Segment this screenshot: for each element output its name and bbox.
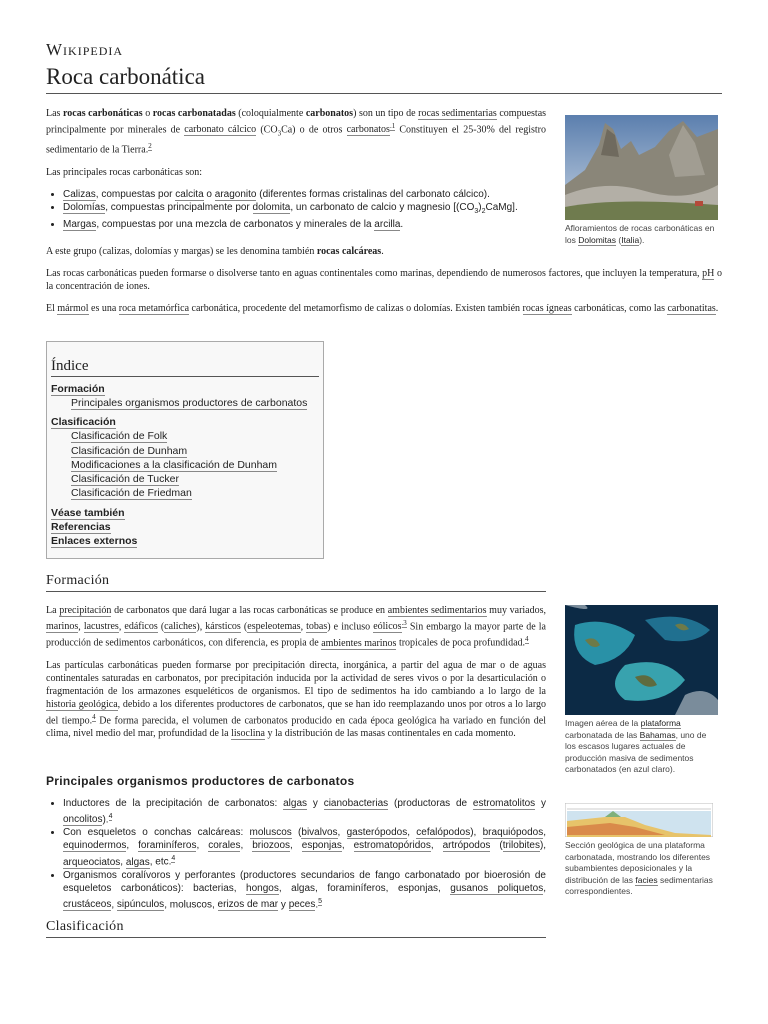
inline-link[interactable]: ambientes marinos bbox=[321, 637, 397, 649]
text-run: ( bbox=[490, 840, 503, 852]
toc-item[interactable] bbox=[51, 382, 323, 396]
inline-link[interactable]: trilobites bbox=[502, 840, 540, 852]
text-run: ). bbox=[639, 234, 645, 245]
inline-link[interactable]: edáficos bbox=[124, 621, 158, 633]
formacion-paragraph-1 bbox=[46, 604, 546, 650]
bold-term: carbonatos bbox=[305, 108, 354, 119]
text-run: . bbox=[400, 218, 404, 230]
text-run: Inductores de la precipitación de carbonatos: bbox=[63, 798, 284, 809]
inline-link[interactable]: carbonato cálcico bbox=[184, 124, 257, 136]
inline-link[interactable]: Bahamas bbox=[639, 729, 676, 740]
toc-item[interactable] bbox=[71, 486, 323, 500]
text-run: y la distribución de las masas continentales en cada momento. bbox=[265, 727, 516, 739]
bahamas-aerial-photo[interactable] bbox=[565, 605, 718, 715]
text-run: Las bbox=[46, 108, 64, 119]
text-run: Afloramientos de rocas carbonáticas en los bbox=[565, 223, 715, 245]
text-run: ), bbox=[539, 840, 547, 852]
inline-link[interactable]: esponjas bbox=[301, 840, 342, 852]
figure-bahamas-caption bbox=[565, 718, 718, 776]
inline-link[interactable]: arqueociatos bbox=[63, 856, 121, 868]
inline-link[interactable]: arcilla bbox=[374, 218, 401, 230]
toc-item-label[interactable]: Clasificación de Tucker bbox=[71, 473, 179, 486]
text-run: , etc. bbox=[149, 856, 172, 868]
text-run: (productoras de bbox=[388, 798, 473, 809]
inline-link[interactable]: ambientes sedimentarios bbox=[387, 605, 487, 616]
bold-term: rocas carbonatadas bbox=[152, 108, 236, 119]
text-run: CaMg]. bbox=[485, 201, 518, 213]
text-run: , bbox=[430, 840, 443, 852]
text-run: , bbox=[78, 621, 84, 633]
toc-item-label[interactable]: Referencias bbox=[51, 520, 111, 533]
text-run: A este grupo (calizas, dolomías y margas) se les denomina también bbox=[46, 246, 317, 257]
text-run: tropicales de poca profundidad. bbox=[396, 637, 526, 649]
text-run: , bbox=[290, 840, 302, 852]
text-run: carbonática, procedente del metamorfismo de calizas o dolomías. Existen también bbox=[189, 303, 523, 314]
text-run: ), bbox=[196, 621, 206, 633]
inline-link[interactable]: crustáceos bbox=[63, 898, 112, 910]
toc-item-label[interactable]: Clasificación de Folk bbox=[71, 430, 168, 443]
text-run: , bbox=[407, 827, 417, 839]
text-run: carbonatada de las bbox=[565, 729, 640, 740]
intro-paragraph-5 bbox=[46, 302, 722, 315]
toc-item-label[interactable]: Modificaciones a la clasificación de Dunham bbox=[71, 458, 278, 471]
text-run: La bbox=[46, 605, 60, 616]
inline-link[interactable]: braquiópodos bbox=[482, 827, 544, 839]
reference-marker[interactable]: 4 bbox=[108, 813, 113, 820]
list-item bbox=[63, 218, 546, 231]
text-run: , bbox=[126, 840, 139, 852]
inline-link[interactable]: hongos bbox=[246, 882, 279, 894]
text-run: , bbox=[337, 827, 347, 839]
toc-item-label[interactable]: Enlaces externos bbox=[51, 534, 138, 547]
text-run: muy variados, bbox=[486, 605, 547, 616]
toc-item[interactable] bbox=[51, 534, 323, 548]
toc-item[interactable] bbox=[51, 520, 323, 534]
text-run: , compuestas por bbox=[95, 188, 176, 200]
inline-link[interactable]: precipitación bbox=[59, 605, 112, 616]
toc-item[interactable] bbox=[71, 472, 323, 486]
inline-link[interactable]: kársticos bbox=[205, 621, 241, 633]
list-item bbox=[63, 869, 546, 911]
inline-link[interactable]: pH bbox=[702, 268, 715, 279]
text-run: ( bbox=[240, 621, 248, 633]
text-run: (diferentes formas cristalinas del carbonato cálcico). bbox=[256, 188, 490, 200]
text-run: carbonáticas, como las bbox=[571, 303, 668, 314]
inline-link[interactable]: espeleotemas bbox=[247, 621, 301, 633]
organismos-section bbox=[46, 797, 546, 920]
text-run: ( bbox=[616, 234, 622, 245]
inline-link[interactable]: sipúnculos bbox=[116, 898, 165, 910]
figure-platform-caption bbox=[565, 840, 718, 898]
text-run: o bbox=[203, 188, 215, 200]
inline-link[interactable]: Dolomitas bbox=[578, 234, 617, 245]
inline-link[interactable]: tobas bbox=[306, 621, 328, 633]
section-heading-formacion: Formación bbox=[46, 573, 546, 592]
inline-link[interactable]: peces bbox=[288, 898, 316, 910]
section-heading-clasificacion: Clasificación bbox=[46, 919, 546, 938]
intro-paragraph-3 bbox=[46, 245, 722, 258]
toc-item-label[interactable]: Clasificación bbox=[51, 416, 116, 429]
text-run: , un carbonato de calcio y magnesio [(CO bbox=[290, 201, 475, 213]
inline-link[interactable]: equinodermos bbox=[63, 840, 127, 852]
text-run: , uno de los escasos lugares actuales de producción masiva de sedimentos carbonatados (en azul claro). bbox=[565, 729, 707, 774]
inline-link[interactable]: cefalópodos bbox=[416, 827, 471, 839]
text-run: De forma parecida, el volumen de carbonatos producido en cada época geológica ha variado en función del clima, nivel medio del mar, profundidad de la bbox=[46, 714, 546, 739]
section-heading-organismos: Principales organismos productores de carbonatos bbox=[46, 774, 355, 788]
text-run: y bbox=[535, 798, 547, 809]
figure-bahamas bbox=[565, 605, 718, 776]
platform-section-diagram[interactable] bbox=[565, 803, 713, 837]
text-run: Organismos coralívoros y perforantes (productores secundarios de fango carbonatado por bioerosión de esqueletos carbonáticos): bacterias, bbox=[63, 869, 546, 894]
inline-link[interactable]: gasterópodos bbox=[346, 827, 408, 839]
toc-item-label[interactable]: Principales organismos productores de carbonatos bbox=[71, 397, 308, 409]
inline-link[interactable]: estromatopóridos bbox=[353, 840, 431, 852]
text-run: Las partículas carbonáticas pueden formarse por precipitación directa, inorgánica, a partir del agua de mar o de aguas continentales saturadas en carbonatos, por precipitación inducida por la actividad de seres vivos o por la desarticulación o fragmentación de los armazones esqueléticos de organismos. El tipo de sedimentos ha ido cambiando a lo largo de la bbox=[46, 659, 546, 697]
text-run: , bbox=[111, 898, 117, 910]
text-run: , bbox=[543, 827, 546, 839]
toc-item-label[interactable]: Clasificación de Friedman bbox=[71, 487, 192, 500]
text-run: . bbox=[381, 246, 384, 257]
text-run: , bbox=[240, 840, 253, 852]
subscript: 3 bbox=[277, 129, 282, 138]
inline-link[interactable]: bivalvos bbox=[301, 827, 338, 839]
text-run: y bbox=[278, 898, 289, 910]
text-run: Con esqueletos o conchas calcáreas: bbox=[63, 827, 250, 839]
figure-platform-section bbox=[565, 803, 718, 898]
text-run: , moluscos, bbox=[164, 898, 218, 910]
rock-types-list bbox=[46, 188, 546, 231]
inline-link[interactable]: oncolitos bbox=[63, 814, 103, 826]
text-run: , bbox=[543, 882, 546, 894]
text-run: ) e incluso bbox=[327, 621, 374, 633]
inline-link[interactable]: Calizas bbox=[63, 188, 96, 200]
wikipedia-logo[interactable]: Wikipedia bbox=[46, 40, 124, 59]
bold-term: rocas calcáreas bbox=[316, 246, 382, 257]
toc-items bbox=[47, 382, 323, 548]
inline-link[interactable]: algas bbox=[125, 856, 150, 868]
intro-paragraph-4 bbox=[46, 267, 722, 293]
text-run: es una bbox=[88, 303, 119, 314]
inline-link[interactable]: corales bbox=[208, 840, 241, 852]
text-run: Constituyen el 25-30% del registro sedimentario de la Tierra. bbox=[46, 124, 546, 156]
text-run: (coloquialmente bbox=[235, 108, 306, 119]
text-run: Sección geológica de una plataforma carbonatada, mostrando los diferentes subambientes deposicionales y la distribución de las bbox=[565, 840, 711, 885]
toc-item[interactable] bbox=[71, 429, 323, 443]
page-title: Roca carbonática bbox=[46, 64, 722, 94]
intro-paragraph-1 bbox=[46, 107, 546, 157]
inline-link[interactable]: historia geológica bbox=[46, 698, 118, 710]
dolomites-photo[interactable] bbox=[565, 115, 718, 220]
text-run: . bbox=[715, 303, 719, 314]
text-run: ) son un tipo de bbox=[353, 108, 419, 119]
table-of-contents bbox=[46, 341, 324, 559]
text-run: (CO bbox=[256, 124, 278, 136]
text-run: , bbox=[341, 840, 354, 852]
formacion-section bbox=[46, 604, 546, 749]
inline-link[interactable]: lisoclina bbox=[231, 727, 265, 739]
toc-title: Índice bbox=[51, 358, 319, 377]
figure-dolomites bbox=[565, 115, 718, 246]
inline-link[interactable]: facies bbox=[635, 874, 658, 885]
toc-item-label[interactable]: Véase también bbox=[51, 506, 125, 519]
text-run: Imagen aérea de la bbox=[565, 718, 641, 728]
text-run: , bbox=[118, 621, 125, 633]
inline-link[interactable]: caliches bbox=[164, 621, 197, 633]
text-run: o bbox=[142, 108, 153, 119]
text-run: El bbox=[46, 303, 58, 314]
intro-paragraph-2: Las principales rocas carbonáticas son: bbox=[46, 166, 203, 178]
inline-link[interactable]: calcita bbox=[175, 188, 204, 200]
toc-item[interactable] bbox=[71, 444, 323, 458]
reference-marker[interactable]: 4 bbox=[525, 635, 529, 644]
inline-link[interactable]: carbonatos bbox=[346, 124, 390, 136]
inline-link[interactable]: gusanos poliquetos bbox=[450, 882, 544, 894]
list-item bbox=[63, 188, 546, 201]
text-run: , bbox=[120, 856, 126, 868]
inline-link[interactable]: Dolomías bbox=[63, 201, 106, 213]
reference-marker[interactable]: 5 bbox=[318, 897, 323, 905]
text-run: ). bbox=[102, 814, 109, 826]
inline-link[interactable]: rocas sedimentarias bbox=[418, 108, 497, 119]
inline-link[interactable]: mármol bbox=[57, 303, 89, 314]
formacion-paragraph-2 bbox=[46, 659, 546, 740]
reference-marker[interactable]: .3 bbox=[401, 619, 407, 627]
text-run: compuestas principalmente por minerales de bbox=[46, 108, 547, 136]
inline-link[interactable]: plataforma bbox=[640, 718, 681, 728]
intro-section bbox=[46, 107, 546, 240]
bold-term: rocas carbonáticas bbox=[63, 108, 143, 119]
text-run: o la concentración de iones. bbox=[46, 268, 722, 292]
inline-link[interactable]: rocas ígneas bbox=[522, 303, 572, 314]
text-run: , compuestas por una mezcla de carbonatos y minerales de la bbox=[96, 218, 375, 230]
reference-marker[interactable]: 2 bbox=[148, 142, 152, 151]
text-run: Ca) o de otros bbox=[281, 124, 347, 136]
subscript: 2 bbox=[481, 207, 486, 215]
toc-item-label[interactable]: Clasificación de Dunham bbox=[71, 444, 188, 457]
toc-item[interactable] bbox=[51, 415, 323, 429]
inline-link[interactable]: foraminíferos bbox=[138, 840, 197, 852]
subscript: 3 bbox=[474, 207, 479, 215]
toc-item[interactable] bbox=[71, 458, 323, 472]
text-run: , bbox=[196, 840, 209, 852]
text-run: y bbox=[307, 798, 324, 809]
text-run: ) bbox=[478, 201, 482, 213]
toc-item[interactable] bbox=[71, 396, 323, 410]
text-run: , compuestas principalmente por bbox=[105, 201, 253, 213]
text-run: Las rocas carbonáticas pueden formarse o disolverse tanto en aguas continentales como marinas, dependiendo de numerosos factores, que incluyen la temperatura, bbox=[46, 268, 703, 279]
inline-link[interactable]: estromatolitos bbox=[472, 798, 536, 809]
text-run: de carbonatos que dará lugar a las rocas carbonáticas se produce en bbox=[111, 605, 388, 616]
inline-link[interactable]: aragonito bbox=[214, 188, 257, 200]
inline-link[interactable]: marinos bbox=[46, 621, 79, 633]
text-run: ( bbox=[291, 827, 302, 839]
inline-link[interactable]: lacustres bbox=[83, 621, 119, 633]
reference-marker[interactable]: 4 bbox=[92, 712, 96, 721]
reference-marker[interactable]: 4 bbox=[171, 855, 176, 863]
text-run: , bbox=[300, 621, 307, 633]
inline-link[interactable]: algas bbox=[283, 798, 308, 809]
inline-link[interactable]: briozoos bbox=[252, 840, 291, 852]
inline-link[interactable]: dolomita bbox=[252, 201, 291, 213]
inline-link[interactable]: Italia bbox=[621, 234, 640, 245]
text-run: , debido a los diferentes productores de carbonatos, que se han ido reemplazando unos por otros a lo largo del tiempo. bbox=[46, 698, 546, 726]
list-item bbox=[63, 797, 546, 826]
text-run: ), bbox=[470, 827, 483, 839]
inline-link[interactable]: artrópodos bbox=[442, 840, 491, 852]
inline-link[interactable]: cianobacterias bbox=[323, 798, 389, 809]
inline-link[interactable]: eólicos bbox=[373, 621, 402, 633]
list-item bbox=[63, 201, 546, 218]
inline-link[interactable]: roca metamórfica bbox=[118, 303, 190, 314]
toc-item-label[interactable]: Formación bbox=[51, 383, 105, 395]
text-run: Sin embargo la mayor parte de la producción de sedimentos carbonáticos, con diferencia, es propia de bbox=[46, 621, 546, 649]
inline-link[interactable]: carbonatitas bbox=[667, 303, 716, 314]
toc-item[interactable] bbox=[51, 506, 323, 520]
inline-link[interactable]: moluscos bbox=[249, 827, 292, 839]
intro-section-full bbox=[46, 245, 722, 324]
reference-marker[interactable]: .1 bbox=[389, 122, 396, 130]
inline-link[interactable]: erizos de mar bbox=[217, 898, 279, 910]
organismos-list bbox=[46, 797, 546, 911]
text-run: ( bbox=[157, 621, 165, 633]
text-run: sedimentarias correspondientes. bbox=[565, 874, 713, 896]
list-item bbox=[63, 826, 546, 868]
figure-dolomites-caption bbox=[565, 223, 718, 246]
text-run: . bbox=[315, 898, 319, 910]
inline-link[interactable]: Margas bbox=[63, 218, 97, 230]
text-run: , algas, foraminíferos, esponjas, bbox=[278, 882, 451, 894]
